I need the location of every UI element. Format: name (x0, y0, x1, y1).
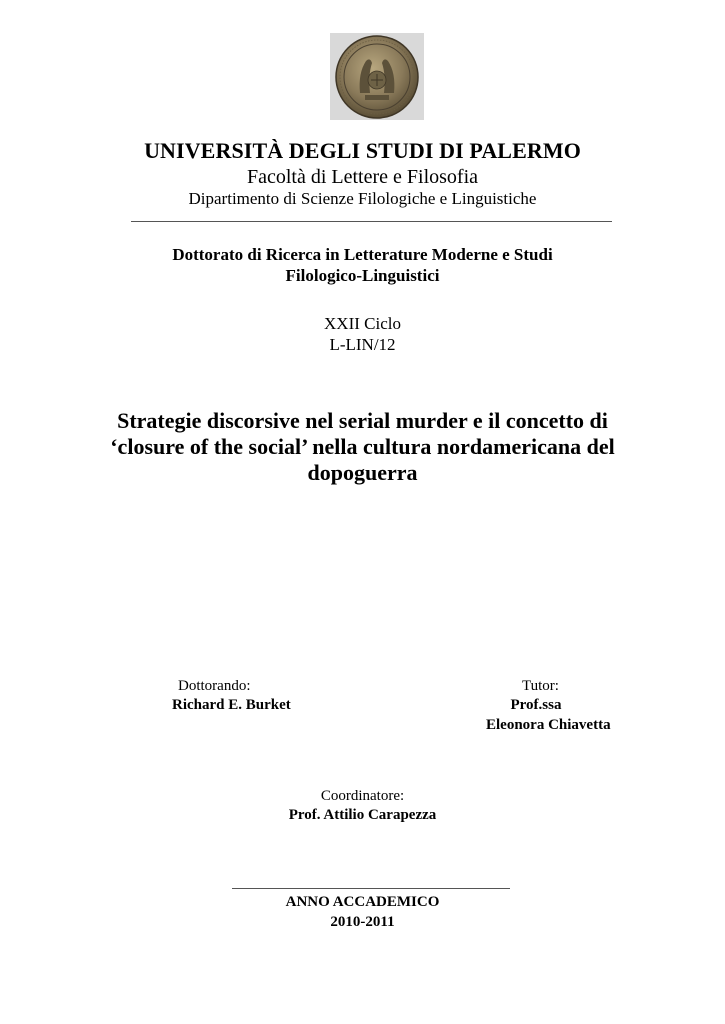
faculty-name: Facoltà di Lettere e Filosofia (246, 166, 479, 188)
doctorate-line-1: Dottorato di Ricerca in Letterature Moderne e Studi (172, 245, 553, 264)
coordinator-label: Coordinatore: (320, 788, 405, 804)
department-name: Dipartimento di Scienze Filologiche e Linguistiche (188, 189, 537, 208)
doctorate-line-2: Filologico-Linguistici (285, 266, 440, 285)
sector-label: L-LIN/12 (329, 335, 396, 354)
header-divider (131, 221, 612, 222)
university-seal-icon (330, 33, 424, 120)
university-name: UNIVERSITÀ DEGLI STUDI DI PALERMO (144, 138, 581, 163)
academic-year-label: ANNO ACCADEMICO (285, 894, 440, 910)
thesis-title-line-1: Strategie discorsive nel serial murder e il concetto di (117, 408, 608, 433)
tutor-name: Eleonora Chiavetta (486, 717, 611, 733)
academic-year-value: 2010-2011 (330, 914, 395, 930)
thesis-title-line-2: ‘closure of the social’ nella cultura nordamericana del (110, 434, 615, 459)
footer-divider (232, 888, 510, 889)
coordinator-name: Prof. Attilio Carapezza (288, 807, 437, 823)
tutor-label: Tutor: (522, 678, 559, 694)
thesis-title (0, 408, 725, 486)
cycle-info (0, 313, 725, 355)
cycle-label: XXII Ciclo (324, 314, 401, 333)
academic-year (0, 892, 725, 932)
candidate-name: Richard E. Burket (172, 697, 291, 713)
doctorate-program (0, 244, 725, 286)
thesis-title-line-3: dopoguerra (307, 460, 418, 485)
candidate-label: Dottorando: (178, 678, 251, 694)
tutor-title: Prof.ssa (510, 697, 562, 713)
